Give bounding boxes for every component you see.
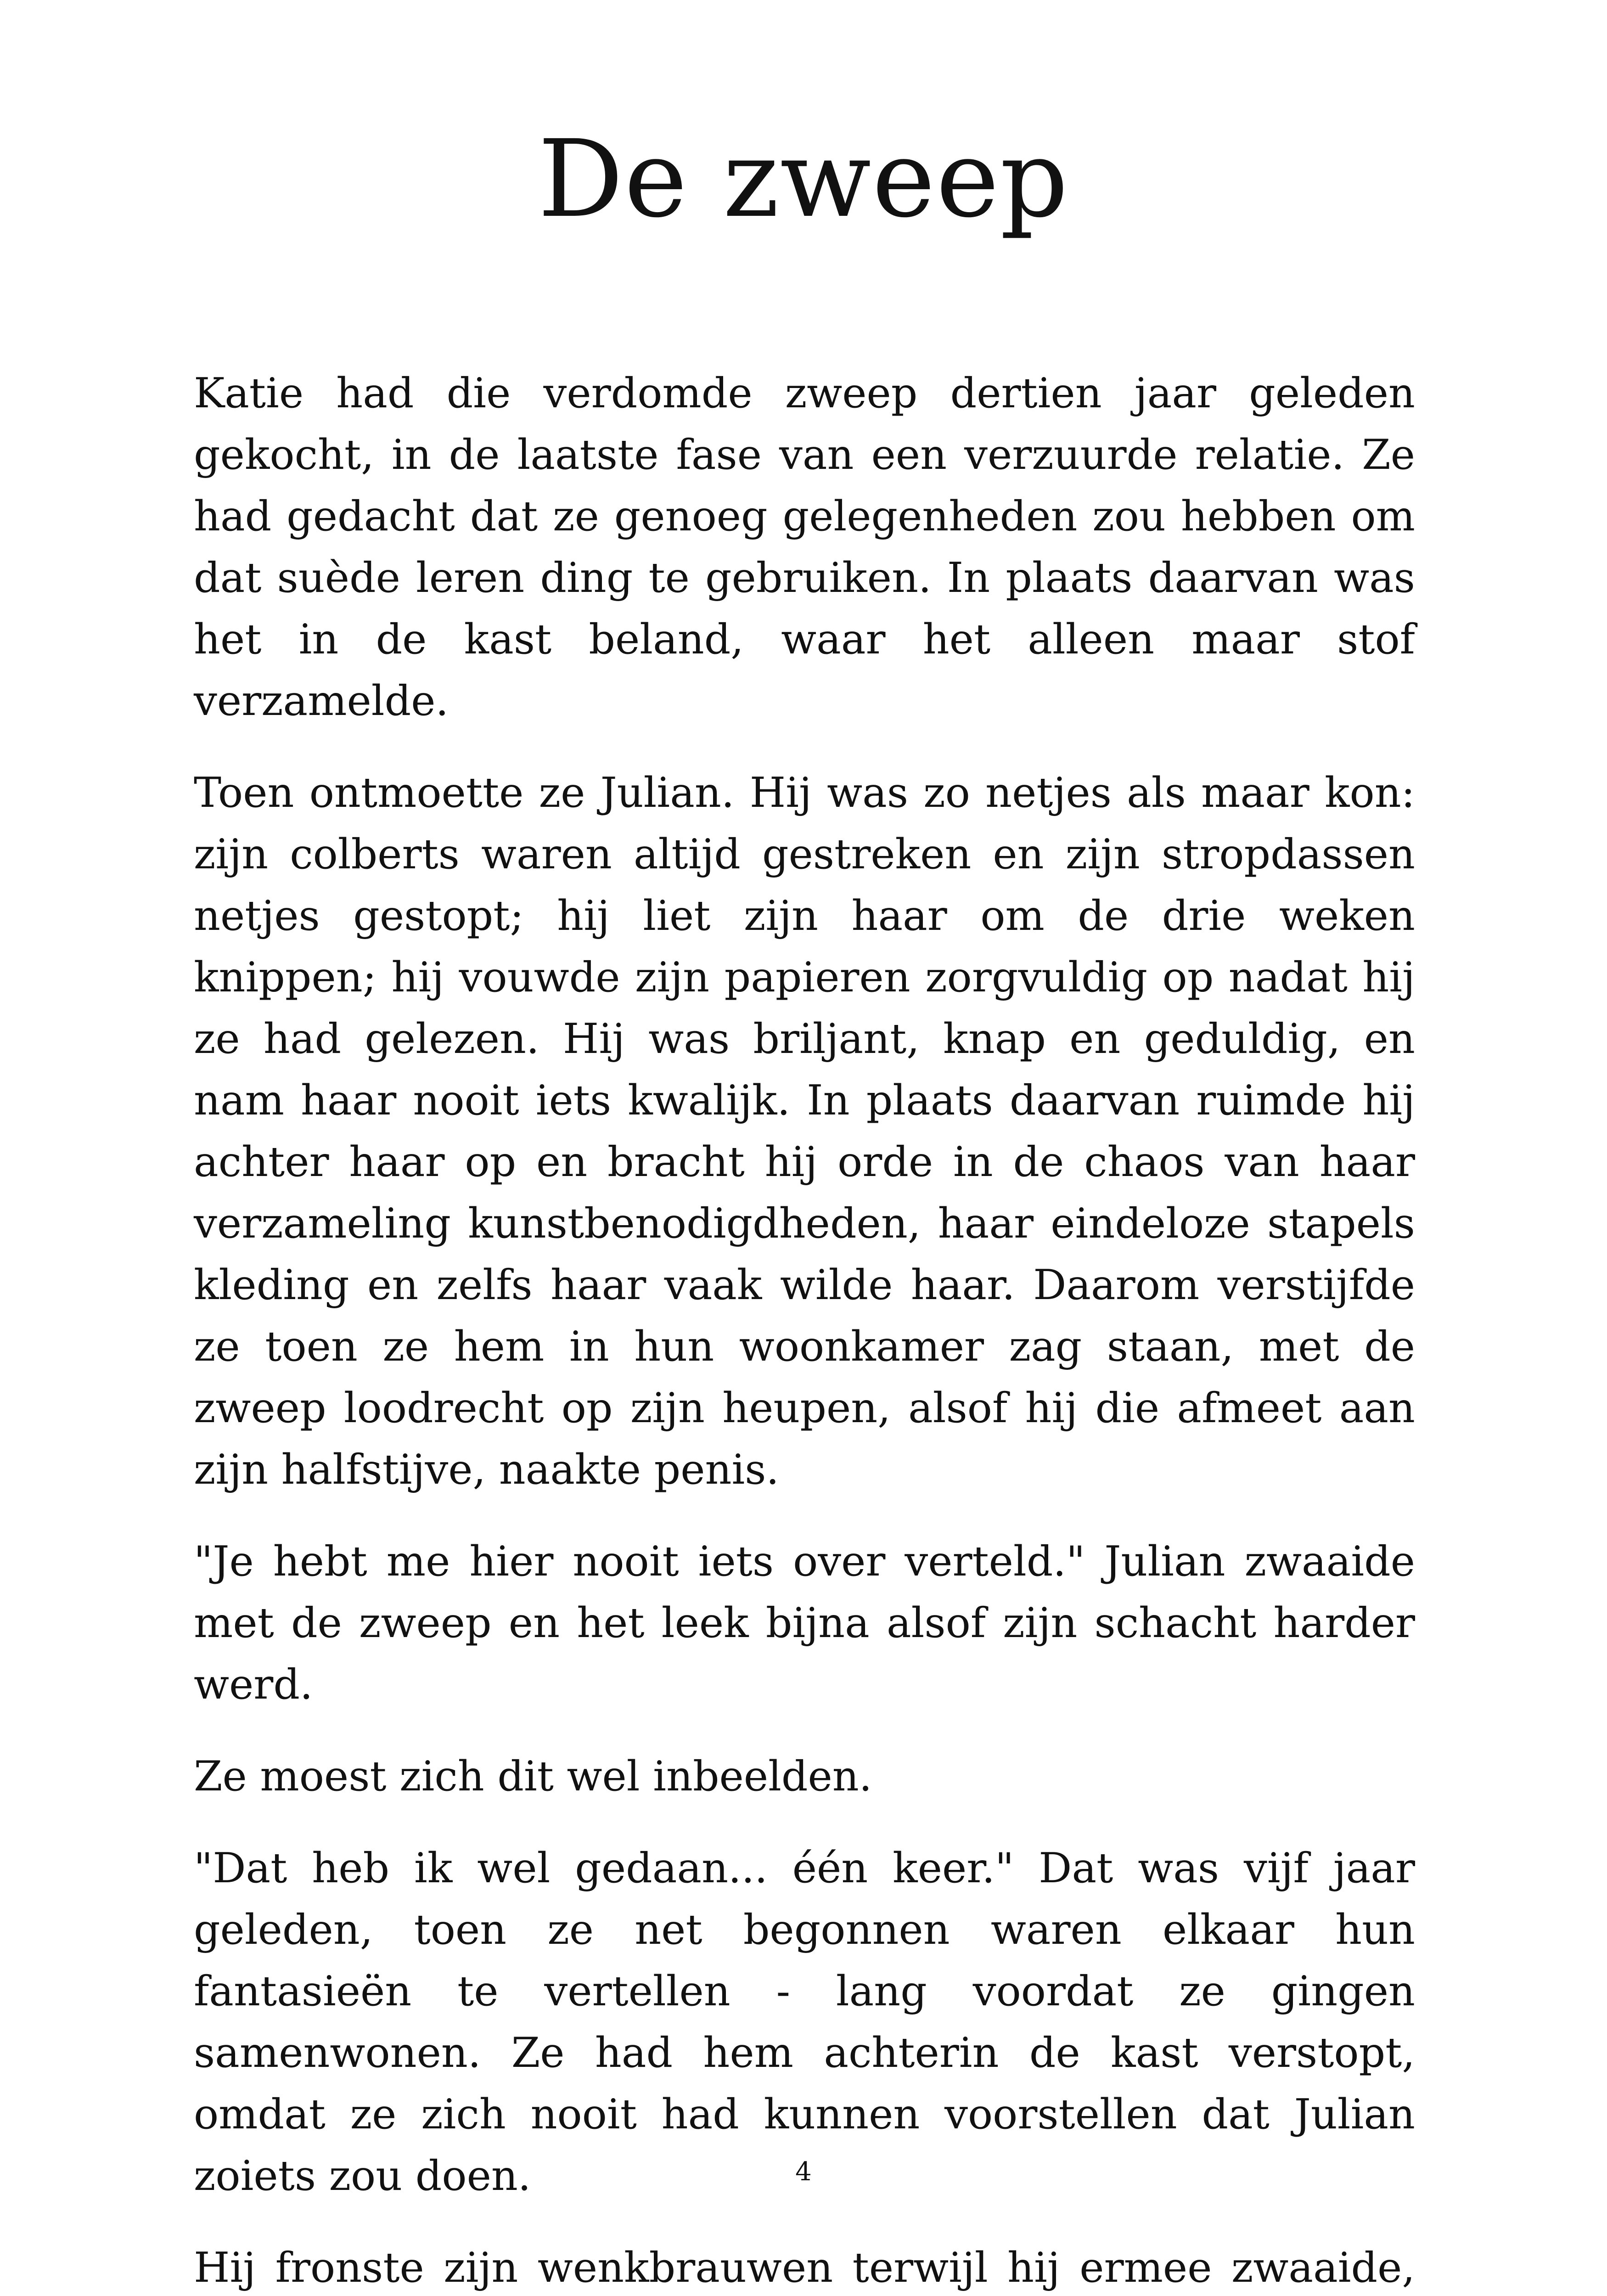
paragraph: Katie had die verdomde zweep dertien jaar geleden gekocht, in de laatste fase van een verzuurde relatie. Ze had gedacht dat ze genoeg gelegenheden zou hebben om dat suède leren ding te gebruiken. In plaats daarvan was het in de kast beland, waar het alleen maar stof verzamelde.: [194, 369, 1415, 725]
paragraph: Toen ontmoette ze Julian. Hij was zo netjes als maar kon: zijn colberts waren altijd gestreken en zijn stropdassen netjes gestopt; hij liet zijn haar om de drie weken knippen; hij vouwde zijn papieren zorgvuldig op nadat hij ze had gelezen. Hij was briljant, knap en geduldig, en nam haar nooit iets kwalijk. In plaats daarvan ruimde hij achter haar op en bracht hij orde in de chaos van haar verzameling kunstbenodigdheden, haar eindeloze stapels kleding en zelfs haar vaak wilde haar. Daarom verstijfde ze toen ze hem in hun woonkamer zag staan, met de zweep loodrecht op zijn heupen, alsof hij die afmeet aan zijn halfstijve, naakte penis.: [194, 769, 1415, 1494]
body-text: [194, 363, 1415, 2296]
paragraph: "Je hebt me hier nooit iets over verteld." Julian zwaaide met de zweep en het leek bijna alsof zijn schacht harder werd.: [194, 1537, 1415, 1709]
page-number: 4: [795, 2157, 812, 2187]
paragraph: "Dat heb ik wel gedaan... één keer." Dat was vijf jaar geleden, toen ze net begonnen waren elkaar hun fantasieën te vertellen - lang voordat ze gingen samenwonen. Ze had hem achterin de kast verstopt, omdat ze zich nooit had kunnen voorstellen dat Julian zoiets zou doen.: [194, 1844, 1415, 2200]
paragraph: Ze moest zich dit wel inbeelden.: [194, 1752, 872, 1801]
chapter-title: De zweep: [538, 117, 1069, 241]
paragraph: Hij fronste zijn wenkbrauwen terwijl hij ermee zwaaide,: [194, 2244, 1415, 2292]
